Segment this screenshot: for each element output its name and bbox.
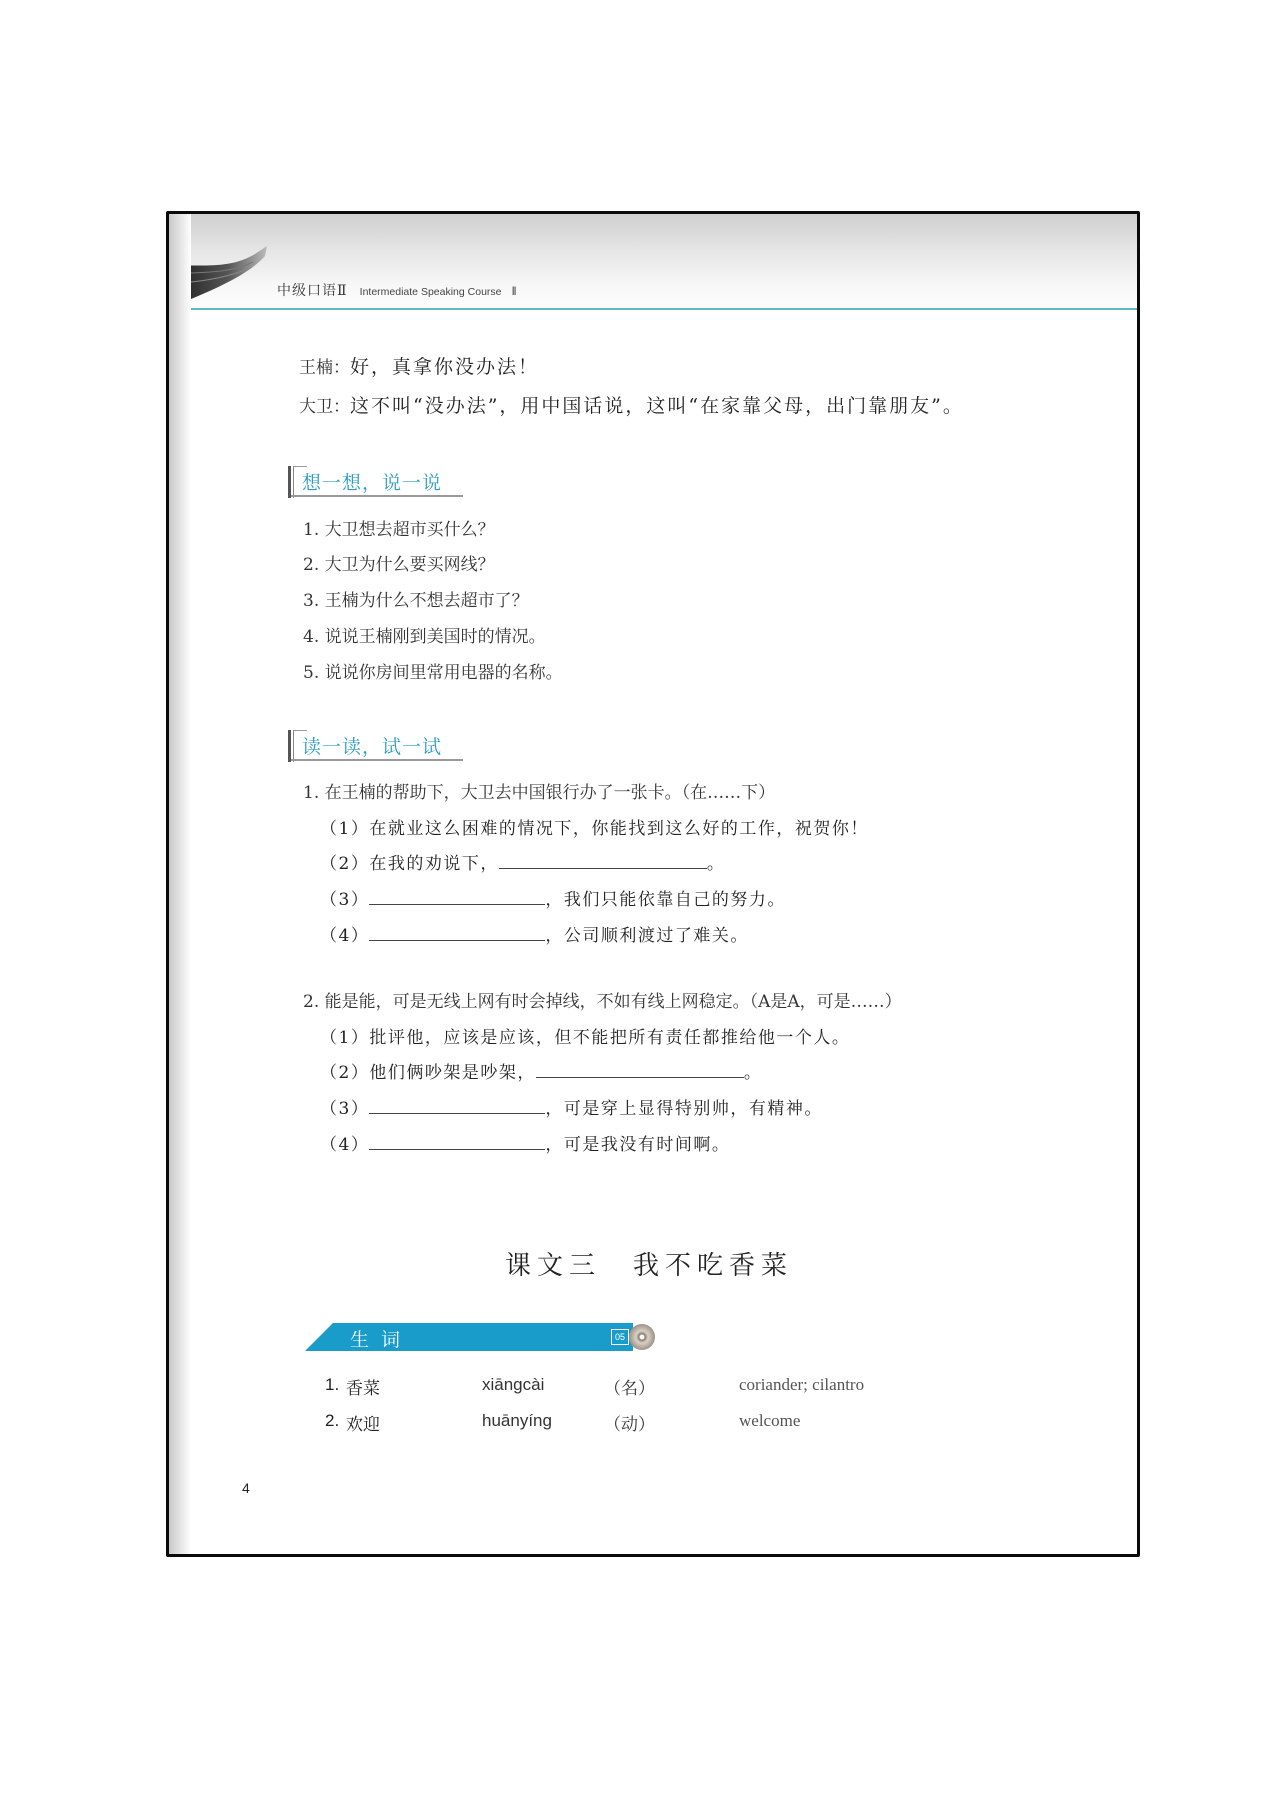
- vocab-banner-label: 生词: [350, 1329, 413, 1351]
- item-label: （3）: [320, 890, 370, 910]
- cd-icon[interactable]: [629, 1324, 655, 1350]
- header-rule: [169, 308, 1137, 310]
- item-text: 他们俩吵架是吵架，: [369, 1063, 536, 1083]
- item-text: 。: [706, 854, 726, 874]
- vocab-pinyin: huānyíng: [482, 1411, 552, 1430]
- question-item: 1. 大卫想去超市买什么？: [303, 520, 495, 540]
- fill-in-blank[interactable]: [369, 1131, 545, 1150]
- item-text: 在我的劝说下，: [369, 854, 499, 874]
- vocab-pos: （动）: [604, 1415, 655, 1435]
- exercise-item: [320, 921, 749, 946]
- dialog-line: [299, 352, 539, 379]
- vocab-word: 香菜: [346, 1379, 380, 1399]
- fill-in-blank[interactable]: [369, 886, 545, 905]
- exercise-item: [320, 1130, 730, 1155]
- vocab-meaning: welcome: [739, 1411, 801, 1430]
- lesson-title: 课文三 我不吃香菜: [505, 1251, 794, 1281]
- exercise-prompt: 2. 能是能，可是无线上网有时会掉线，不如有线上网稳定。（A是A，可是……）: [303, 992, 902, 1012]
- vocab-pos: （名）: [604, 1379, 655, 1399]
- dialog-text: 这不叫“没办法”，用中国话说，这叫“在家靠父母，出门靠朋友”。: [350, 395, 964, 417]
- item-label: （1）: [320, 819, 370, 839]
- dialog-line: [299, 391, 964, 418]
- item-label: （4）: [320, 926, 370, 946]
- section-heading-read: [288, 730, 464, 762]
- item-text: ，可是我没有时间啊。: [545, 1135, 731, 1155]
- page-gutter-shadow: [169, 214, 191, 1554]
- item-text: ，可是穿上显得特别帅，有精神。: [545, 1099, 823, 1119]
- vocab-meaning: coriander; cilantro: [739, 1375, 865, 1394]
- question-item: 4. 说说王楠刚到美国时的情况。: [303, 627, 546, 647]
- vocab-number: 2.: [325, 1411, 340, 1430]
- vocab-pinyin: xiāngcài: [482, 1375, 545, 1394]
- fill-in-blank[interactable]: [536, 1059, 744, 1078]
- exercise-item: [320, 1094, 823, 1119]
- fill-in-blank[interactable]: [369, 1095, 545, 1114]
- dialog-text: 好，真拿你没办法！: [350, 356, 540, 378]
- question-item: 5. 说说你房间里常用电器的名称。: [303, 663, 563, 683]
- fill-in-blank[interactable]: [499, 850, 707, 869]
- item-text: 。: [743, 1063, 763, 1083]
- item-text: 批评他，应该是应该，但不能把所有责任都推给他一个人。: [369, 1028, 851, 1048]
- volume-mark: ‖: [511, 284, 517, 298]
- item-label: （2）: [320, 1063, 370, 1083]
- exercise-item: [320, 1023, 850, 1048]
- speaker: 大卫：: [299, 397, 350, 417]
- running-header: [169, 214, 1137, 308]
- book-title-en: Intermediate Speaking Course: [359, 286, 502, 298]
- exercise-prompt: 1. 在王楠的帮助下，大卫去中国银行办了一张卡。（在……下）: [303, 783, 776, 803]
- item-text: ，我们只能依靠自己的努力。: [545, 890, 786, 910]
- question-item: 3. 王楠为什么不想去超市了？: [303, 591, 529, 611]
- page-number: 4: [242, 1480, 250, 1496]
- item-text: ，公司顺利渡过了难关。: [545, 926, 749, 946]
- fill-in-blank[interactable]: [369, 922, 545, 941]
- item-text: 在就业这么困难的情况下，你能找到这么好的工作，祝贺你！: [369, 819, 869, 839]
- section-heading-text: 读一读，试一试: [302, 736, 443, 758]
- item-label: （1）: [320, 1028, 370, 1048]
- book-title-cn: 中级口语Ⅱ: [277, 283, 348, 299]
- exercise-item: [320, 1058, 762, 1083]
- exercise-item: [320, 814, 869, 839]
- item-label: （2）: [320, 854, 370, 874]
- speaker: 王楠：: [299, 358, 350, 378]
- item-label: （4）: [320, 1135, 370, 1155]
- exercise-item: [320, 849, 725, 874]
- section-heading-think: [288, 466, 464, 498]
- question-item: 2. 大卫为什么要买网线？: [303, 555, 495, 575]
- vocab-number: 1.: [325, 1375, 340, 1394]
- vocab-banner: [305, 1323, 635, 1351]
- running-head: [277, 280, 517, 300]
- vocab-word: 欢迎: [346, 1415, 380, 1435]
- section-heading-text: 想一想，说一说: [302, 472, 443, 494]
- item-label: （3）: [320, 1099, 370, 1119]
- exercise-item: [320, 885, 786, 910]
- track-number-badge: 05: [611, 1329, 629, 1345]
